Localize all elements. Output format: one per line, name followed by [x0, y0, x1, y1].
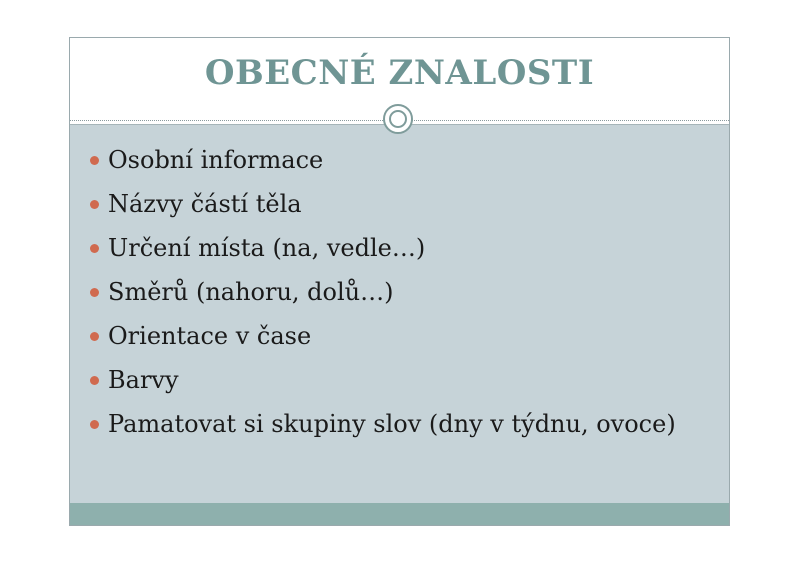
- list-item: [90, 233, 710, 263]
- bullet-dot-icon: [90, 420, 99, 429]
- bullet-text: Osobní informace: [108, 146, 324, 174]
- list-item: [90, 365, 710, 395]
- bullet-dot-icon: [90, 244, 99, 253]
- bullet-text: Orientace v čase: [108, 322, 312, 350]
- list-item: [90, 277, 710, 307]
- bullet-dot-icon: [90, 156, 99, 165]
- footer-band: [70, 503, 729, 525]
- bullet-dot-icon: [90, 376, 99, 385]
- list-item: [90, 145, 710, 175]
- bullet-text: Barvy: [108, 366, 179, 394]
- circle-ornament-icon: [383, 104, 413, 134]
- bullet-dot-icon: [90, 332, 99, 341]
- bullet-text: Směrů (nahoru, dolů…): [108, 278, 394, 306]
- bullet-dot-icon: [90, 200, 99, 209]
- bullet-text: Určení místa (na, vedle…): [108, 234, 426, 262]
- slide-title: OBECNÉ ZNALOSTI: [204, 53, 595, 93]
- list-item: [90, 409, 710, 439]
- list-item: [90, 321, 710, 351]
- list-item: [90, 189, 710, 219]
- bullet-list: [90, 145, 710, 453]
- bullet-text: Pamatovat si skupiny slov (dny v týdnu, ovoce): [108, 410, 676, 438]
- circle-ornament-inner-icon: [389, 110, 407, 128]
- slide: [69, 37, 730, 526]
- bullet-text: Názvy částí těla: [108, 190, 302, 218]
- bullet-dot-icon: [90, 288, 99, 297]
